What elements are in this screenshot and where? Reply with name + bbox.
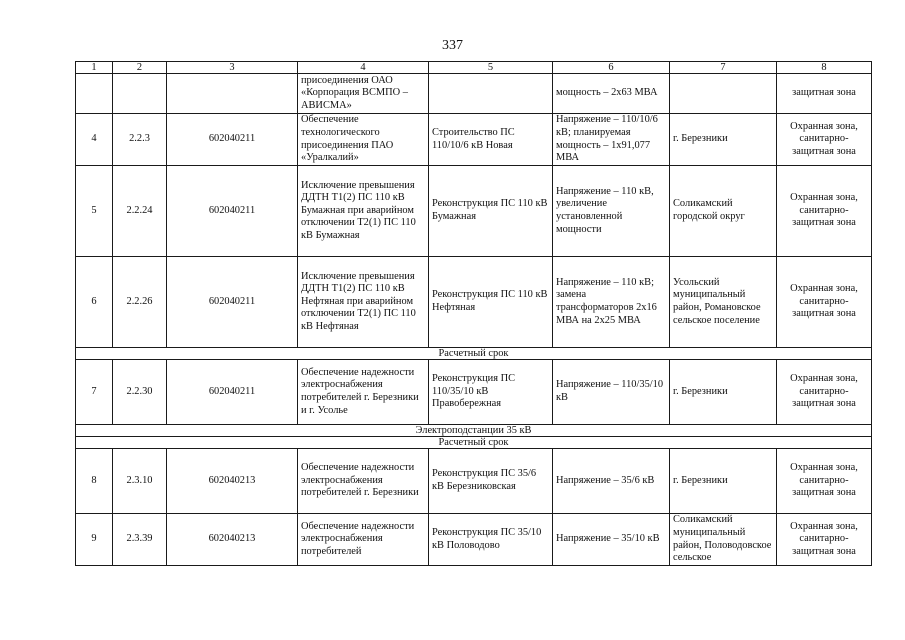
cell-number: 5	[76, 166, 113, 257]
table-row	[76, 74, 872, 114]
cell-code: 602040211	[167, 166, 298, 257]
cell-parameters: мощность – 2х63 МВА	[553, 74, 670, 114]
column-header: 3	[167, 62, 298, 74]
table-row	[76, 449, 872, 514]
cell-zone: защитная зона	[777, 74, 872, 114]
table-row	[76, 114, 872, 166]
section-row	[76, 348, 872, 360]
column-header: 6	[553, 62, 670, 74]
cell-purpose: Исключение превышения ДДТН Т1(2) ПС 110 кВ Бумажная при аварийном отключении Т2(1) ПС 110 кВ Бумажная	[298, 166, 429, 257]
cell-item: 2.2.30	[113, 360, 167, 425]
cell-purpose: Обеспечение надежности электроснабжения потребителей г. Березники	[298, 449, 429, 514]
cell-location	[670, 74, 777, 114]
cell-purpose: Обеспечение технологического присоединения ПАО «Уралкалий»	[298, 114, 429, 166]
cell-parameters: Напряжение – 110 кВ, увеличение установленной мощности	[553, 166, 670, 257]
cell-item: 2.3.10	[113, 449, 167, 514]
cell-purpose: Исключение превышения ДДТН Т1(2) ПС 110 кВ Нефтяная при аварийном отключении Т2(1) ПС 110 кВ Нефтяная	[298, 257, 429, 348]
cell-parameters: Напряжение – 110/10/6 кВ; планируемая мощность – 1х91,077 МВА	[553, 114, 670, 166]
cell-object: Строительство ПС 110/10/6 кВ Новая	[429, 114, 553, 166]
cell-number: 9	[76, 514, 113, 566]
cell-purpose: Обеспечение надежности электроснабжения потребителей	[298, 514, 429, 566]
cell-purpose: Обеспечение надежности электроснабжения потребителей г. Березники и г. Усолье	[298, 360, 429, 425]
section-row	[76, 425, 872, 437]
cell-code: 602040211	[167, 360, 298, 425]
table-row	[76, 514, 872, 566]
cell-location: г. Березники	[670, 449, 777, 514]
cell-item: 2.2.24	[113, 166, 167, 257]
cell-code	[167, 74, 298, 114]
cell-location: Соликамский муниципальный район, Половодовское сельское	[670, 514, 777, 566]
cell-number: 8	[76, 449, 113, 514]
cell-item: 2.3.39	[113, 514, 167, 566]
cell-item: 2.2.3	[113, 114, 167, 166]
cell-number	[76, 74, 113, 114]
cell-object	[429, 74, 553, 114]
column-header: 2	[113, 62, 167, 74]
cell-parameters: Напряжение – 35/6 кВ	[553, 449, 670, 514]
column-header: 1	[76, 62, 113, 74]
cell-zone: Охранная зона, санитарно-защитная зона	[777, 166, 872, 257]
cell-number: 6	[76, 257, 113, 348]
cell-zone: Охранная зона, санитарно-защитная зона	[777, 257, 872, 348]
cell-location: Соликамский городской округ	[670, 166, 777, 257]
cell-item: 2.2.26	[113, 257, 167, 348]
cell-zone: Охранная зона, санитарно-защитная зона	[777, 514, 872, 566]
cell-zone: Охранная зона, санитарно-защитная зона	[777, 449, 872, 514]
table-row	[76, 166, 872, 257]
cell-code: 602040213	[167, 514, 298, 566]
cell-number: 7	[76, 360, 113, 425]
table-row	[76, 257, 872, 348]
cell-object: Реконструкция ПС 110 кВ Бумажная	[429, 166, 553, 257]
cell-code: 602040211	[167, 257, 298, 348]
cell-object: Реконструкция ПС 110 кВ Нефтяная	[429, 257, 553, 348]
cell-zone: Охранная зона, санитарно-защитная зона	[777, 360, 872, 425]
header-row	[76, 62, 872, 74]
cell-location: г. Березники	[670, 360, 777, 425]
section-label: Расчетный срок	[76, 437, 872, 449]
column-header: 5	[429, 62, 553, 74]
cell-parameters: Напряжение – 35/10 кВ	[553, 514, 670, 566]
section-row	[76, 437, 872, 449]
section-label: Электроподстанции 35 кВ	[76, 425, 872, 437]
cell-parameters: Напряжение – 110/35/10 кВ	[553, 360, 670, 425]
cell-parameters: Напряжение – 110 кВ; замена трансформаторов 2х16 МВА на 2х25 МВА	[553, 257, 670, 348]
page-number: 337	[442, 38, 463, 53]
cell-object: Реконструкция ПС 35/10 кВ Половодово	[429, 514, 553, 566]
column-header: 7	[670, 62, 777, 74]
document-table	[75, 61, 872, 566]
section-label: Расчетный срок	[76, 348, 872, 360]
cell-zone: Охранная зона, санитарно-защитная зона	[777, 114, 872, 166]
cell-item	[113, 74, 167, 114]
column-header: 8	[777, 62, 872, 74]
table-row	[76, 360, 872, 425]
cell-object: Реконструкция ПС 110/35/10 кВ Правобережная	[429, 360, 553, 425]
cell-code: 602040213	[167, 449, 298, 514]
cell-code: 602040211	[167, 114, 298, 166]
cell-purpose: присоединения ОАО «Корпорация ВСМПО – АВИСМА»	[298, 74, 429, 114]
column-header: 4	[298, 62, 429, 74]
cell-number: 4	[76, 114, 113, 166]
cell-location: г. Березники	[670, 114, 777, 166]
cell-location: Усольский муниципальный район, Романовское сельское поселение	[670, 257, 777, 348]
cell-object: Реконструкция ПС 35/6 кВ Березниковская	[429, 449, 553, 514]
